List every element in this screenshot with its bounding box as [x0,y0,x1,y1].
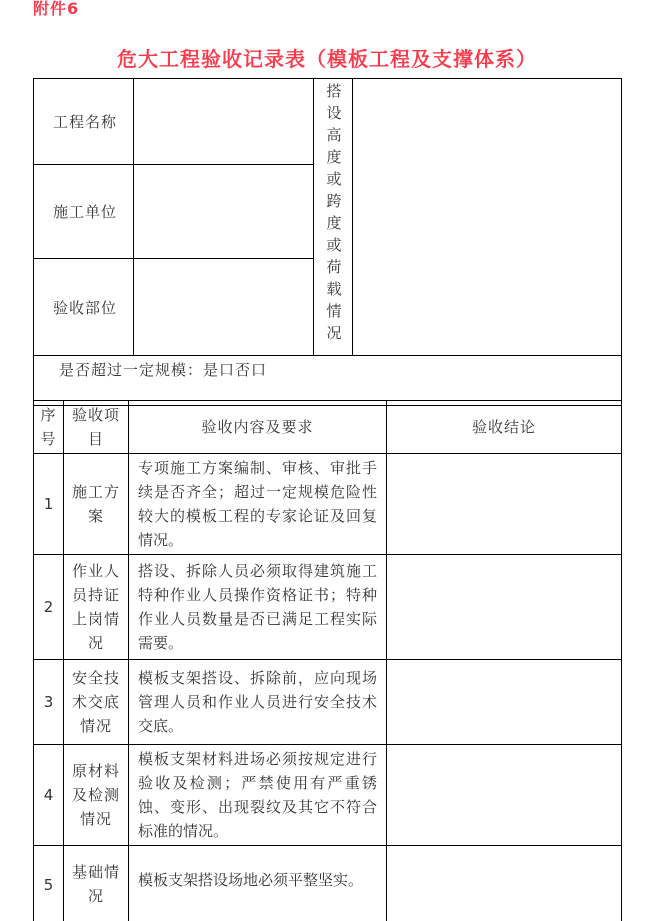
page-title: 危大工程验收记录表（模板工程及支撑体系） [117,47,537,71]
row1-item: 施工方案 [64,454,129,555]
project-info-table [33,78,622,406]
setup-height-span-load-value-cell[interactable] [353,79,622,356]
row4-conclusion-cell[interactable] [387,745,622,846]
table-row [34,660,622,745]
row2-seq: 2 [34,555,64,660]
attachment-label: 附件6 [33,0,80,18]
table-row [34,846,622,921]
table-row [34,454,622,555]
header-conclusion: 验收结论 [387,401,622,454]
project-name-label: 工程名称 [34,79,134,165]
table-row [34,356,622,406]
acceptance-part-label: 验收部位 [34,259,134,356]
checklist-header-row [34,401,622,454]
row5-seq: 5 [34,846,64,921]
row4-content: 模板支架材料进场必须按规定进行验收及检测；严禁使用有严重锈蚀、变形、出现裂纹及其它不符合标准的情况。 [129,745,387,846]
row3-content: 模板支架搭设、拆除前，应向现场管理人员和作业人员进行安全技术交底。 [129,660,387,745]
scale-question-checkboxes[interactable]: 是否超过一定规模：是口否口 [34,356,622,406]
row3-seq: 3 [34,660,64,745]
acceptance-part-value-cell[interactable] [134,259,314,356]
setup-height-span-load-label-cell [314,79,353,356]
construction-unit-value-cell[interactable] [134,164,314,259]
row2-conclusion-cell[interactable] [387,555,622,660]
row3-conclusion-cell[interactable] [387,660,622,745]
row3-item: 安全技术交底情况 [64,660,129,745]
header-seq: 序号 [34,401,64,454]
row5-item: 基础情况 [64,846,129,921]
row1-seq: 1 [34,454,64,555]
acceptance-checklist-table [33,400,622,921]
row5-content: 模板支架搭设场地必须平整坚实。 [129,846,387,921]
row1-conclusion-cell[interactable] [387,454,622,555]
table-row [34,745,622,846]
row2-item: 作业人员持证上岗情况 [64,555,129,660]
construction-unit-label: 施工单位 [34,164,134,259]
row5-conclusion-cell[interactable] [387,846,622,921]
header-item: 验收项目 [64,401,129,454]
row4-seq: 4 [34,745,64,846]
table-row [34,555,622,660]
table-row [34,79,622,165]
project-name-value-cell[interactable] [134,79,314,165]
row4-item: 原材料及检测情况 [64,745,129,846]
row1-content: 专项施工方案编制、审核、审批手续是否齐全；超过一定规模危险性较大的模板工程的专家论证及回复情况。 [129,454,387,555]
setup-height-span-load-label: 搭设高度或跨度或荷载情况 [324,83,343,347]
row2-content: 搭设、拆除人员必须取得建筑施工特种作业人员操作资格证书；特种作业人员数量是否已满足工程实际需要。 [129,555,387,660]
header-content: 验收内容及要求 [129,401,387,454]
